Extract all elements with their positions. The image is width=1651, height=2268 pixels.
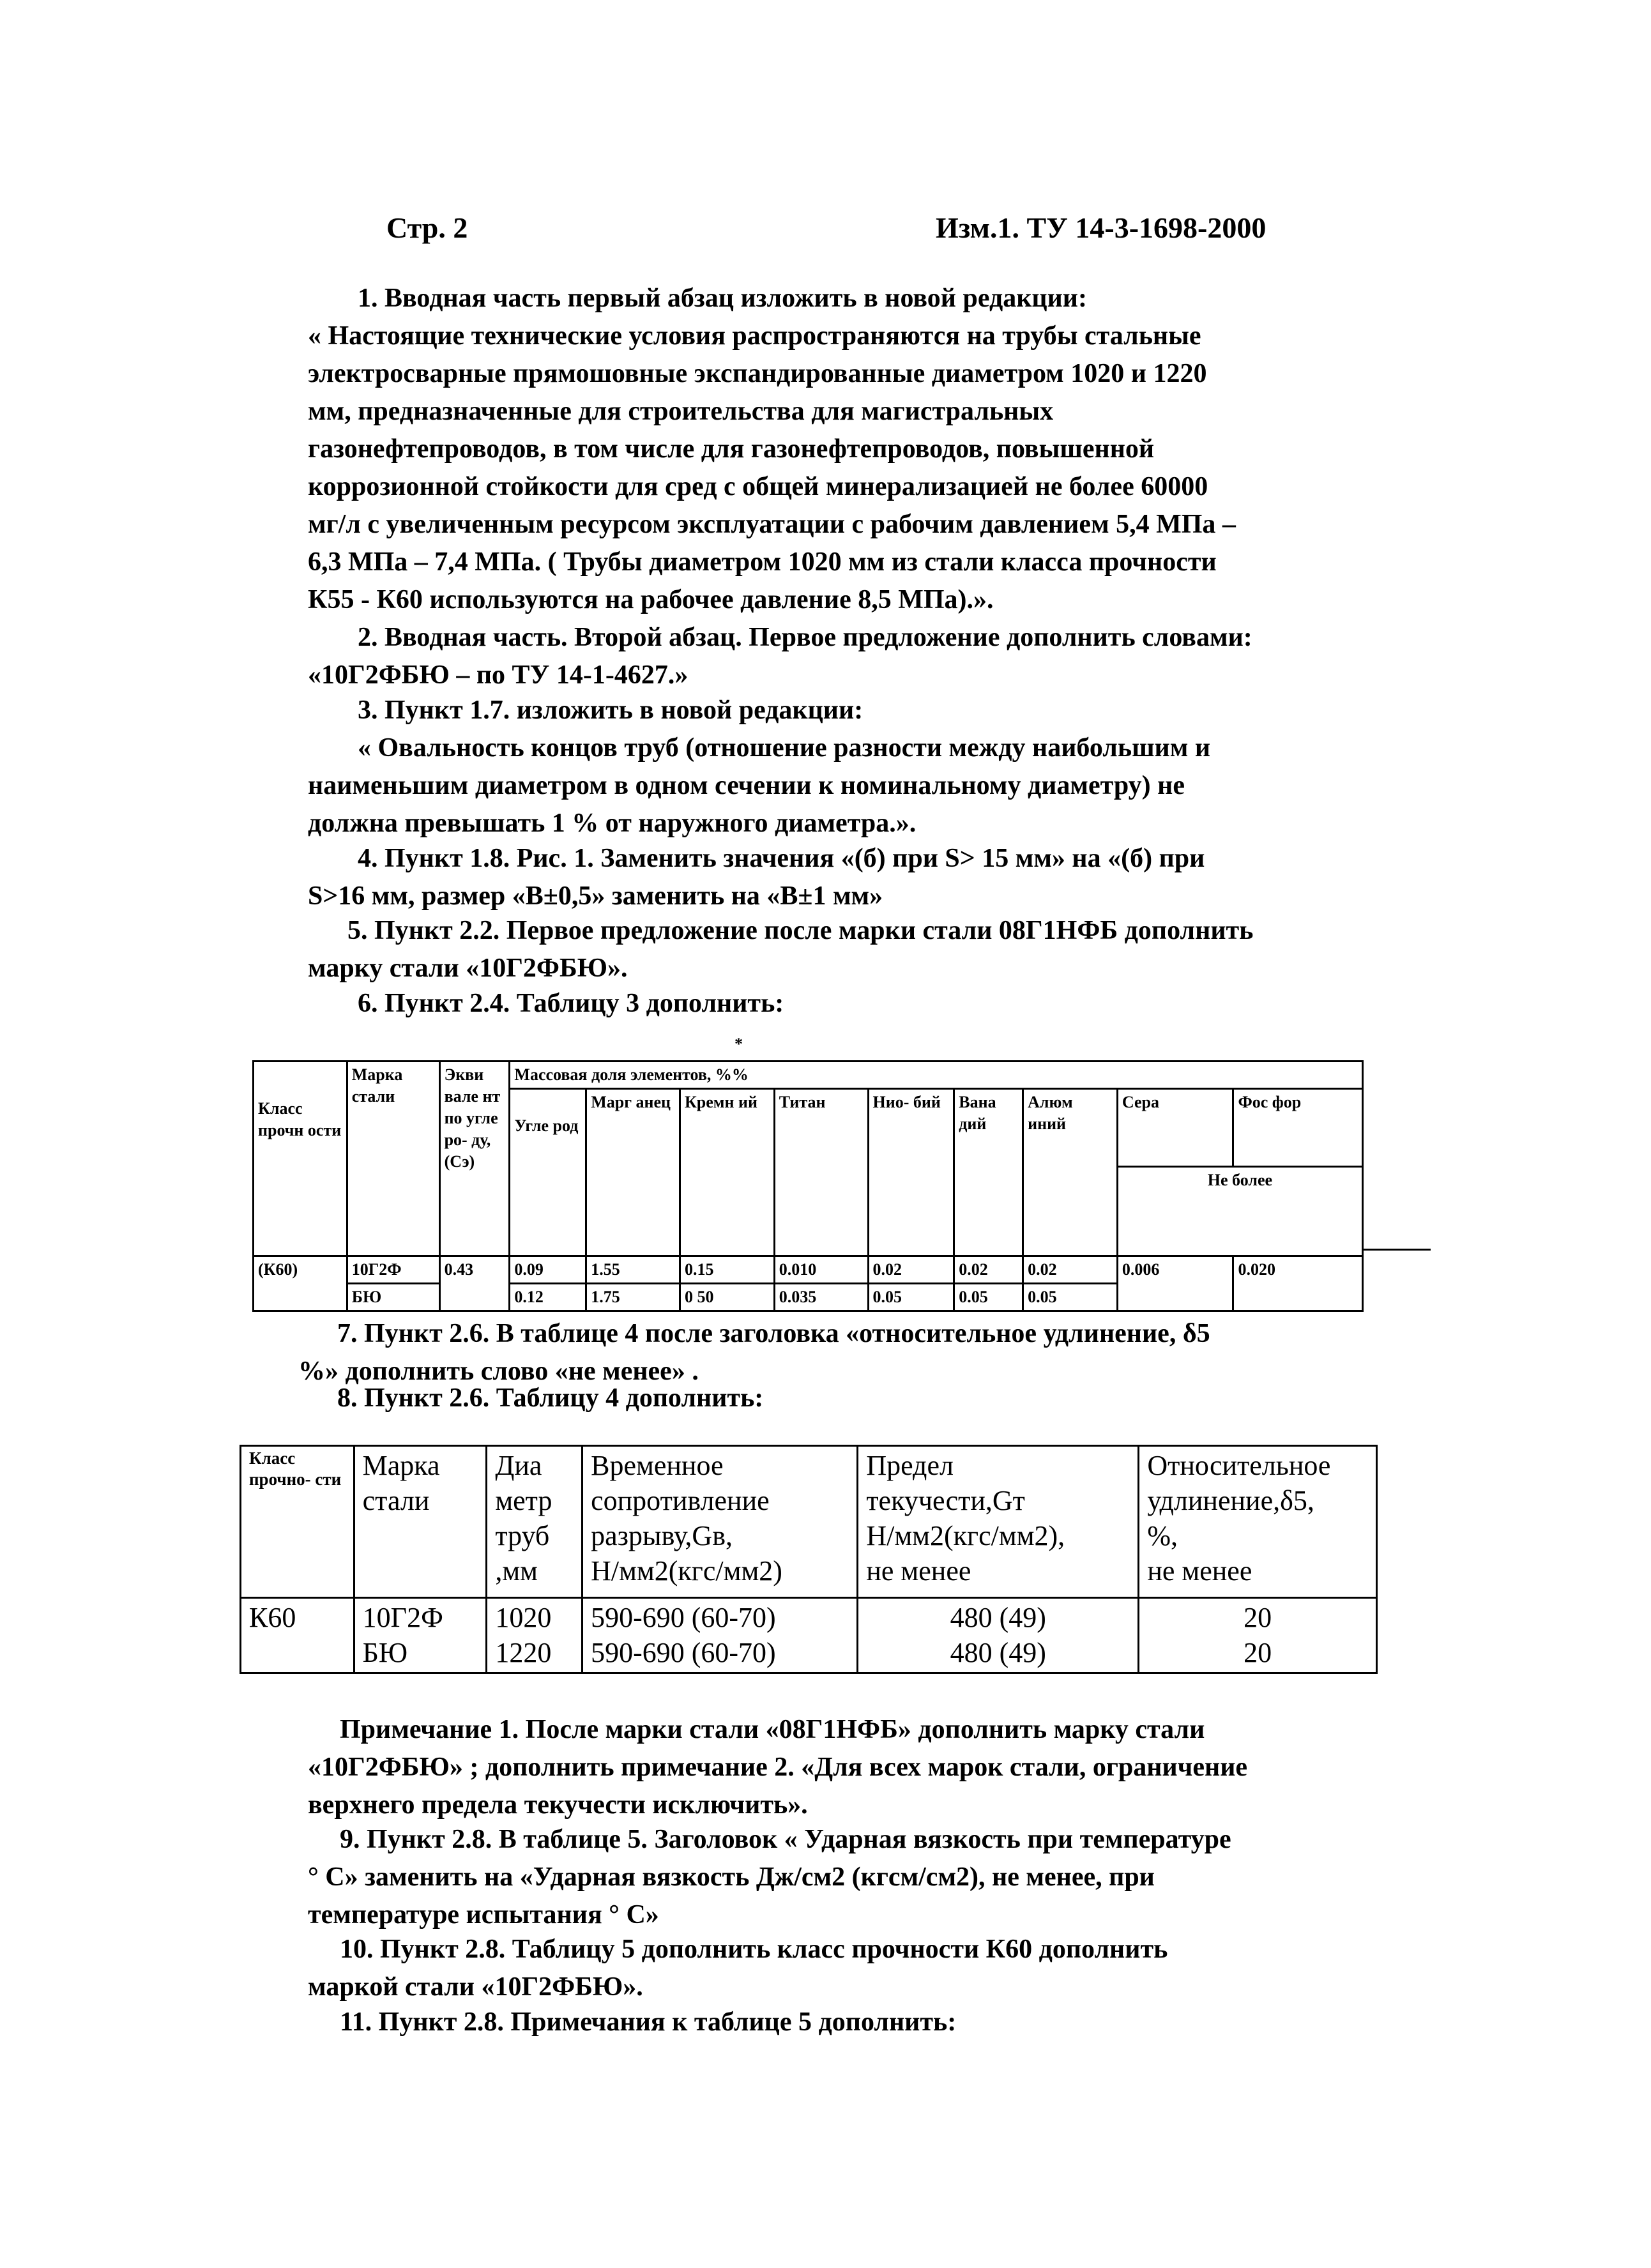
t4-cell-line: 590-690 (60-70) [591, 1602, 776, 1633]
t4-cell-line: 10Г2Ф [362, 1602, 443, 1633]
t4-cell-class: К60 [241, 1598, 354, 1673]
t4-header-line: разрыву,Gв, [591, 1520, 733, 1551]
t4-cell-tensile [582, 1598, 858, 1673]
t3-header-ti: Титан [774, 1089, 868, 1256]
t3-cell-al: 0.02 [1023, 1256, 1118, 1284]
text-line: 8. Пункт 2.6. Таблицу 4 дополнить: [337, 1383, 764, 1413]
t4-header-line: метр [495, 1485, 552, 1516]
t4-cell-grade [354, 1598, 487, 1673]
t4-cell-diam [487, 1598, 582, 1673]
paragraph-4 [308, 840, 1394, 915]
t4-header-line: %, [1147, 1520, 1178, 1551]
t3-header-nb: Нио- бий [868, 1089, 954, 1256]
t4-cell-line: 20 [1244, 1637, 1272, 1668]
t3-cell-mn: 1.55 [586, 1256, 680, 1284]
text-line: S>16 мм, размер «В±0,5» заменить на «В±1 мм» [308, 881, 883, 911]
t4-cell-line: БЮ [362, 1637, 408, 1668]
text-line: 3. Пункт 1.7. изложить в новой редакции: [358, 696, 864, 725]
t4-header-grade [354, 1446, 487, 1598]
t4-header-line: Относительное [1147, 1450, 1331, 1481]
t4-header-line: текучести,Gт [866, 1485, 1025, 1516]
t3-header-grade: Марка стали [347, 1062, 439, 1256]
t4-cell-elong [1139, 1598, 1377, 1673]
text-line: коррозионной стойкости для сред с общей минерализацией не более 60000 [308, 472, 1208, 501]
table-3 [252, 1060, 1364, 1312]
t4-header-line: удлинение,δ5, [1147, 1485, 1314, 1516]
t4-header-line: ,мм [495, 1555, 538, 1587]
text-line: 9. Пункт 2.8. В таблице 5. Заголовок « Ударная вязкость при температуре [340, 1825, 1231, 1854]
t4-cell-line: 1020 [495, 1602, 552, 1633]
t3-header-mass: Массовая доля элементов, %% [510, 1062, 1363, 1089]
t4-header-line: труб [495, 1520, 550, 1551]
t4-cell-line: 20 [1244, 1602, 1272, 1633]
t4-header-line: сопротивление [591, 1485, 770, 1516]
table3-mark: * [734, 1035, 743, 1053]
text-line: маркой стали «10Г2ФБЮ». [308, 1972, 643, 2002]
t3-cell-al: 0.05 [1023, 1284, 1118, 1311]
t3-cell-v: 0.05 [954, 1284, 1023, 1311]
t3-cell-nb: 0.05 [868, 1284, 954, 1311]
t3-header-carbon: Угле род [510, 1089, 586, 1256]
t4-header-elong [1139, 1446, 1377, 1598]
text-line: ° С» заменить на «Ударная вязкость Дж/см2 (кгсм/см2), не менее, при [308, 1862, 1155, 1892]
table3-extension-line [1364, 1249, 1431, 1251]
document-code: Изм.1. ТУ 14-3-1698-2000 [936, 211, 1267, 244]
text-line: %» дополнить слово «не менее» . [298, 1357, 699, 1386]
t3-cell-nb: 0.02 [868, 1256, 954, 1284]
paragraph-8 [308, 1380, 1394, 1417]
text-line: Примечание 1. После марки стали «08Г1НФБ» дополнить марку стали [340, 1715, 1205, 1744]
t4-header-yield [858, 1446, 1139, 1598]
t3-header-class: Класс прочн ости [254, 1062, 347, 1256]
text-line: мг/л с увеличенным ресурсом эксплуатации с рабочим давлением 5,4 МПа – [308, 510, 1236, 539]
t4-header-line: Предел [866, 1450, 954, 1481]
t4-header-tensile [582, 1446, 858, 1598]
paragraph-10 [308, 1931, 1394, 2006]
paragraph-9 [308, 1821, 1394, 1934]
t3-cell-c: 0.09 [510, 1256, 586, 1284]
text-line: 7. Пункт 2.6. В таблице 4 после заголовка «относительное удлинение, δ5 [337, 1319, 1210, 1348]
t3-header-al: Алюм иний [1023, 1089, 1118, 1256]
paragraph-5 [308, 912, 1394, 987]
t4-header-line: Н/мм2(кгс/мм2) [591, 1555, 782, 1587]
t3-header-equiv: Экви вале нт по угле ро- ду, (Сэ) [439, 1062, 510, 1256]
t3-cell-ti: 0.010 [774, 1256, 868, 1284]
paragraph-11 [308, 2004, 1394, 2041]
t4-header-line: стали [362, 1485, 430, 1516]
text-line: температуре испытания ° С» [308, 1900, 659, 1929]
t4-header-line: не менее [866, 1555, 971, 1587]
t3-cell-v: 0.02 [954, 1256, 1023, 1284]
t3-cell-mn: 1.75 [586, 1284, 680, 1311]
t3-cell-grade: 10Г2Ф [347, 1256, 439, 1284]
text-line: 5. Пункт 2.2. Первое предложение после марки стали 08Г1НФБ дополнить [347, 916, 1254, 945]
paragraph-1 [308, 280, 1394, 619]
text-line: К55 - К60 используются на рабочее давление 8,5 МПа).». [308, 585, 994, 614]
text-line: электросварные прямошовные экспандированные диаметром 1020 и 1220 [308, 359, 1207, 388]
t3-cell-grade: БЮ [347, 1284, 439, 1311]
t4-cell-line: 590-690 (60-70) [591, 1637, 776, 1668]
t3-cell-equiv: 0.43 [439, 1256, 510, 1311]
t4-cell-line: 480 (49) [950, 1637, 1046, 1668]
text-line: « Овальность концов труб (отношение разности между наибольшим и [358, 733, 1211, 763]
paragraph-3 [308, 692, 1394, 842]
t3-cell-s: 0.006 [1117, 1256, 1233, 1311]
t4-cell-yield [858, 1598, 1139, 1673]
text-line: верхнего предела текучести исключить». [308, 1790, 808, 1820]
table-4 [240, 1445, 1378, 1674]
t3-cell-c: 0.12 [510, 1284, 586, 1311]
page-number: Стр. 2 [386, 211, 468, 244]
t4-header-line: не менее [1147, 1555, 1252, 1587]
t3-cell-ti: 0.035 [774, 1284, 868, 1311]
t3-header-mn: Марг анец [586, 1089, 680, 1256]
t4-header-line: Временное [591, 1450, 724, 1481]
text-line: «10Г2ФБЮ» ; дополнить примечание 2. «Для всех марок стали, ограничение [308, 1753, 1248, 1782]
text-line: должна превышать 1 % от наружного диаметра.». [308, 809, 917, 838]
t3-header-p: Фос фор [1233, 1089, 1363, 1167]
text-line: 11. Пункт 2.8. Примечания к таблице 5 дополнить: [340, 2007, 957, 2037]
t4-header-line: Диа [495, 1450, 542, 1481]
text-line: 6. Пункт 2.4. Таблицу 3 дополнить: [358, 989, 784, 1018]
text-line: 6,3 МПа – 7,4 МПа. ( Трубы диаметром 1020 мм из стали класса прочности [308, 547, 1217, 577]
text-line: « Настоящие технические условия распространяются на трубы стальные [308, 321, 1201, 351]
text-line: 10. Пункт 2.8. Таблицу 5 дополнить класс прочности К60 дополнить [340, 1935, 1168, 1964]
t3-cell-si: 0.15 [680, 1256, 774, 1284]
t4-header-class: Класс прочно- сти [241, 1446, 354, 1598]
text-line: мм, предназначенные для строительства для магистральных [308, 397, 1054, 426]
text-line: 4. Пункт 1.8. Рис. 1. Заменить значения «(б) при S> 15 мм» на «(б) при [358, 844, 1205, 873]
t4-header-line: Марка [362, 1450, 440, 1481]
text-line: «10Г2ФБЮ – по ТУ 14-1-4627.» [308, 660, 689, 690]
t3-header-v: Вана дий [954, 1089, 1023, 1256]
paragraph-2 [308, 619, 1394, 694]
t3-header-nomore: Не более [1117, 1167, 1362, 1256]
t3-header-s: Сера [1117, 1089, 1233, 1167]
t4-header-diam [487, 1446, 582, 1598]
text-line: газонефтепроводов, в том числе для газонефтепроводов, повышенной [308, 434, 1155, 464]
t4-cell-line: 480 (49) [950, 1602, 1046, 1633]
text-line: марку стали «10Г2ФБЮ». [308, 954, 628, 983]
text-line: 1. Вводная часть первый абзац изложить в новой редакции: [358, 284, 1087, 313]
t3-cell-si: 0 50 [680, 1284, 774, 1311]
t3-cell-class: (К60) [254, 1256, 347, 1311]
text-line: наименьшим диаметром в одном сечении к номинальному диаметру) не [308, 771, 1185, 800]
t3-cell-p: 0.020 [1233, 1256, 1363, 1311]
paragraph-6 [308, 985, 1394, 1023]
text-line: 2. Вводная часть. Второй абзац. Первое предложение дополнить словами: [358, 623, 1252, 652]
t3-header-si: Кремн ий [680, 1089, 774, 1256]
t4-header-line: Н/мм2(кгс/мм2), [866, 1520, 1065, 1551]
t4-cell-line: 1220 [495, 1637, 552, 1668]
note-1 [308, 1711, 1394, 1824]
